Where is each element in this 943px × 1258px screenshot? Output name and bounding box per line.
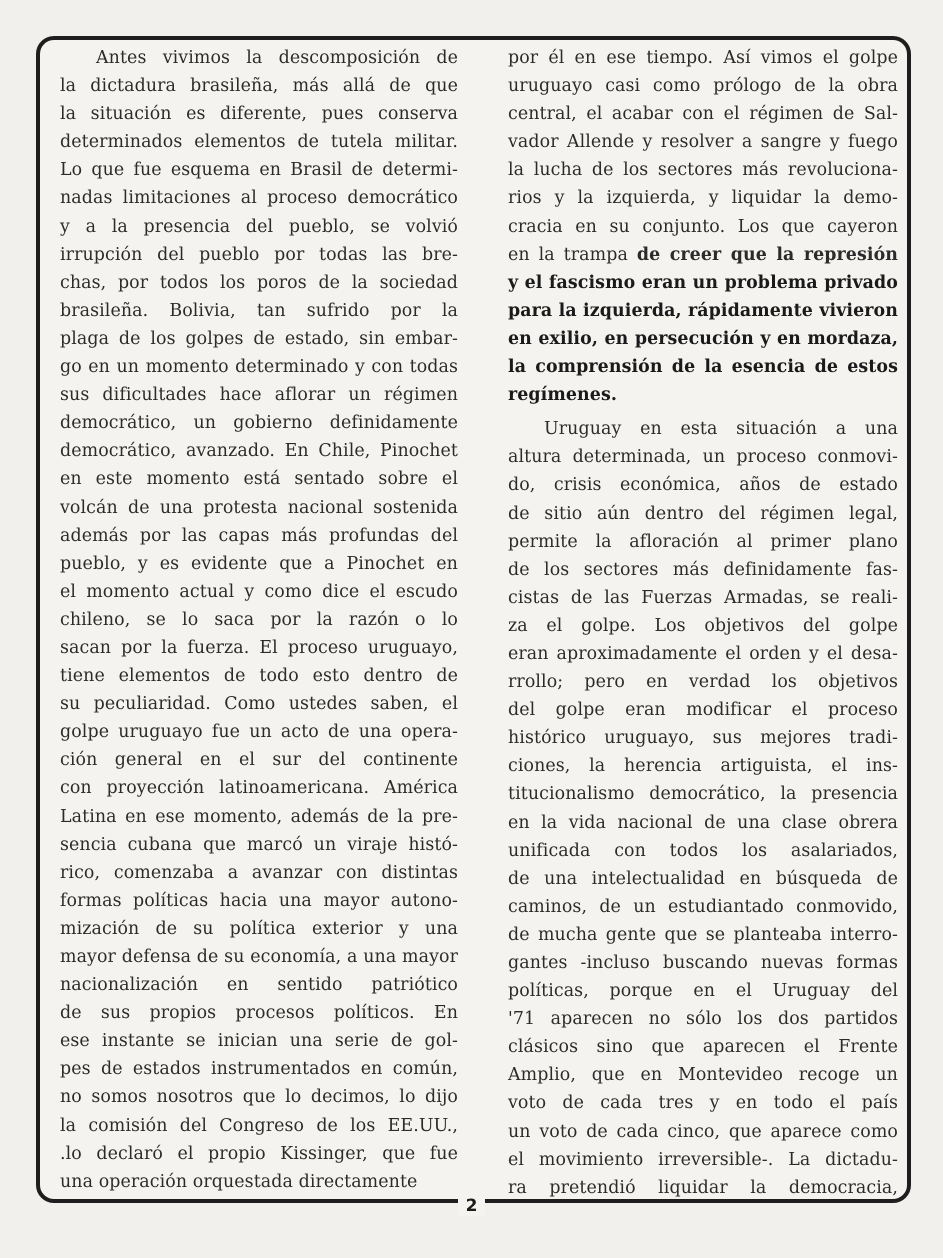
text-line: volcán de una protesta nacional sostenida xyxy=(60,497,458,518)
left-column xyxy=(60,44,458,1196)
text-line: la situación es diferente, pues conserva xyxy=(60,104,458,125)
text-line: Amplio, que en Montevideo recoge un xyxy=(508,1065,898,1086)
text-line: el momento actual y como dice el escudo xyxy=(60,581,458,602)
text-line: ra pretendió liquidar la democracia, xyxy=(508,1177,898,1198)
text-fragment: en la trampa xyxy=(508,244,637,265)
text-line: en exilio, en persecución y en mordaza, xyxy=(508,328,898,349)
text-line: políticas, porque en el Uruguay del xyxy=(508,981,898,1002)
text-line: del golpe eran modificar el proceso xyxy=(508,700,898,721)
text-line: nadas limitaciones al proceso democrático xyxy=(60,188,458,209)
text-line: irrupción del pueblo por todas las bre- xyxy=(60,244,458,265)
text-line: nacionalización en sentido patriótico xyxy=(60,975,458,996)
text-line: un voto de cada cinco, que aparece como xyxy=(508,1121,898,1142)
text-line: ese instante se inician una serie de gol- xyxy=(60,1031,458,1052)
text-line: gantes -incluso buscando nuevas formas xyxy=(508,953,898,973)
text-line: sacan por la fuerza. El proceso uruguayo, xyxy=(60,637,458,658)
text-line: mayor defensa de su economía, a una mayor xyxy=(60,947,458,967)
text-line: formas políticas hacia una mayor autono- xyxy=(60,890,458,911)
text-line: sencia cubana que marcó un viraje histó- xyxy=(60,834,458,855)
text-line: ciones, la herencia artiguista, el ins- xyxy=(508,756,898,777)
text-line: el movimiento irreversible-. La dictadu- xyxy=(508,1149,898,1170)
text-line: pueblo, y es evidente que a Pinochet en xyxy=(60,553,458,574)
text-line: la lucha de los sectores más revoluciona- xyxy=(508,160,898,181)
text-line: regímenes. xyxy=(508,385,618,406)
text-line: rrollo; pero en verdad los objetivos xyxy=(508,672,898,693)
text-line: unificada con todos los asalariados, xyxy=(508,840,898,861)
text-line: go en un momento determinado y con todas xyxy=(60,357,458,378)
text-line: democrático, un gobierno definidamente xyxy=(60,413,458,434)
text-line: .lo declaró el propio Kissinger, que fue xyxy=(60,1143,458,1164)
text-line: la comprensión de la esencia de estos xyxy=(508,357,898,378)
text-line: voto de cada tres y en todo el país xyxy=(508,1093,898,1114)
text-line: vador Allende y resolver a sangre y fuego xyxy=(508,132,898,153)
text-line: determinados elementos de tutela militar. xyxy=(60,132,458,153)
text-line: con proyección latinoamericana. América xyxy=(60,778,458,799)
text-line: chileno, se lo saca por la razón o lo xyxy=(60,609,458,630)
text-line: su peculiaridad. Como ustedes saben, el xyxy=(60,694,458,715)
text-line: y el fascismo eran un problema privado xyxy=(508,272,898,293)
text-line: altura determinada, un proceso conmovi- xyxy=(508,447,898,468)
page-number-label: 2 xyxy=(458,1196,486,1216)
text-line: titucionalismo democrático, la presencia xyxy=(508,784,898,805)
text-line: tiene elementos de todo esto dentro de xyxy=(60,666,458,687)
text-line: Latina en ese momento, además de la pre- xyxy=(60,806,458,827)
text-line: sus dificultades hace aflorar un régimen xyxy=(60,385,458,406)
text-line: además por las capas más profundas del xyxy=(60,525,458,546)
text-line-mixed xyxy=(508,241,898,269)
text-line: democrático, avanzado. En Chile, Pinochet xyxy=(60,441,458,462)
text-line: la comisión del Congreso de los EE.UU., xyxy=(60,1115,458,1136)
text-line: en la vida nacional de una clase obrera xyxy=(508,812,898,833)
text-line: pes de estados instrumentados en común, xyxy=(60,1059,458,1080)
text-line: para la izquierda, rápidamente vivieron xyxy=(508,300,898,321)
text-line: chas, por todos los poros de la sociedad xyxy=(60,272,458,293)
text-line: central, el acabar con el régimen de Sal- xyxy=(508,104,898,125)
text-line: rios y la izquierda, y liquidar la demo- xyxy=(508,188,898,209)
text-line: do, crisis económica, años de estado xyxy=(508,475,898,496)
text-line: de mucha gente que se planteaba interro- xyxy=(508,924,898,945)
text-line: '71 aparecen no sólo los dos partidos xyxy=(508,1009,898,1030)
right-column xyxy=(508,44,898,1202)
text-line: cistas de las Fuerzas Armadas, se reali- xyxy=(508,587,898,608)
text-line: rico, comenzaba a avanzar con distintas xyxy=(60,862,458,883)
text-line: Lo que fue esquema en Brasil de determi- xyxy=(60,160,458,181)
bold-text-fragment: de creer que la represión xyxy=(636,244,899,265)
text-line: la dictadura brasileña, más allá de que xyxy=(60,76,458,97)
text-line: y a la presencia del pueblo, se volvió xyxy=(60,216,458,237)
text-line: de sus propios procesos políticos. En xyxy=(60,1003,458,1024)
text-line: Antes vivimos la descomposición de xyxy=(96,48,458,68)
text-line: uruguayo casi como prólogo de la obra xyxy=(508,76,898,97)
text-line: por él en ese tiempo. Así vimos el golpe xyxy=(508,48,898,68)
text-line: Uruguay en esta situación a una xyxy=(544,419,898,440)
text-line: de los sectores más definidamente fas- xyxy=(508,559,898,580)
text-line: histórico uruguayo, sus mejores tradi- xyxy=(508,728,898,749)
text-line: mización de su política exterior y una xyxy=(60,918,458,939)
text-line: eran aproximadamente el orden y el desa- xyxy=(508,643,898,664)
text-line: permite la afloración al primer plano xyxy=(508,531,898,552)
text-line: za el golpe. Los objetivos del golpe xyxy=(508,615,898,636)
text-line: en este momento está sentado sobre el xyxy=(60,469,458,490)
text-line: de una intelectualidad en búsqueda de xyxy=(508,868,898,889)
text-line: caminos, de un estudiantado conmovido, xyxy=(508,896,898,917)
text-line: clásicos sino que aparecen el Frente xyxy=(508,1037,898,1058)
page-number xyxy=(0,1196,943,1216)
text-line: no somos nosotros que lo decimos, lo dijo xyxy=(60,1087,458,1108)
text-line: golpe uruguayo fue un acto de una opera- xyxy=(60,722,458,743)
text-line: brasileña. Bolivia, tan sufrido por la xyxy=(60,300,458,321)
text-line: ción general en el sur del continente xyxy=(60,750,458,771)
text-line: plaga de los golpes de estado, sin embar- xyxy=(60,328,458,349)
text-line: de sitio aún dentro del régimen legal, xyxy=(508,503,898,524)
text-line: cracia en su conjunto. Los que cayeron xyxy=(508,216,898,237)
text-line: una operación orquestada directamente xyxy=(60,1171,418,1192)
